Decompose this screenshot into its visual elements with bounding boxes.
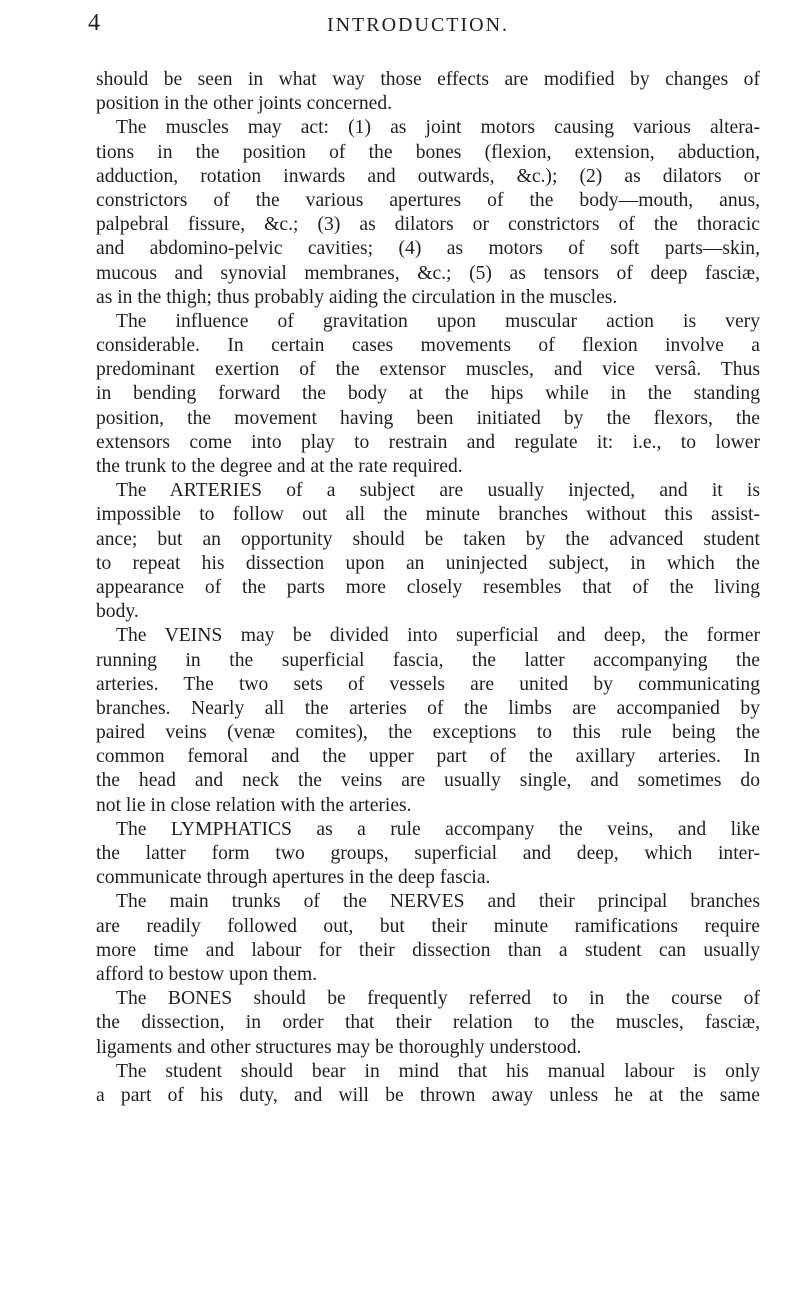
text-line: branches. Nearly all the arteries of the limbs are accompanied by: [96, 697, 760, 719]
text-line: constrictors of the various apertures of the body—mouth, anus,: [96, 189, 760, 211]
text-line: common femoral and the upper part of the axillary arteries. In: [96, 746, 760, 768]
text-line: The muscles may act: (1) as joint motors causing various altera-: [116, 117, 760, 139]
text-line: palpebral fissure, &c.; (3) as dilators or constrictors of the thoracic: [96, 214, 760, 236]
text-line: the head and neck the veins are usually single, and sometimes do: [96, 770, 760, 792]
text-line: tions in the position of the bones (flexion, extension, abduction,: [96, 141, 760, 163]
text-line: The VEINS may be divided into superficial and deep, the former: [116, 625, 760, 647]
text-line: The influence of gravitation upon muscular action is very: [116, 310, 760, 332]
text-line: position, the movement having been initiated by the flexors, the: [96, 407, 760, 429]
text-line: extensors come into play to restrain and regulate it: i.e., to lower: [96, 431, 760, 453]
text-line: more time and labour for their dissection than a student can usually: [96, 939, 760, 961]
text-line: adduction, rotation inwards and outwards, &c.); (2) as dilators or: [96, 165, 760, 187]
page-number: 4: [88, 10, 100, 36]
running-head: INTRODUCTION.: [326, 14, 510, 36]
text-line: predominant exertion of the extensor muscles, and vice versâ. Thus: [96, 359, 760, 381]
text-line: in bending forward the body at the hips while in the standing: [96, 383, 760, 405]
text-line: afford to bestow upon them.: [96, 963, 318, 985]
text-line: appearance of the parts more closely resembles that of the living: [96, 576, 760, 598]
text-line: ance; but an opportunity should be taken by the advanced student: [96, 528, 760, 550]
text-line: not lie in close relation with the arteries.: [96, 794, 412, 816]
text-line: The BONES should be frequently referred to in the course of: [116, 988, 760, 1010]
text-line: The main trunks of the NERVES and their principal branches: [116, 891, 760, 913]
text-line: running in the superficial fascia, the latter accompanying the: [96, 649, 760, 671]
text-line: The student should bear in mind that his manual labour is only: [116, 1060, 760, 1082]
text-line: mucous and synovial membranes, &c.; (5) as tensors of deep fasciæ,: [96, 262, 760, 284]
text-line: the dissection, in order that their relation to the muscles, fasciæ,: [96, 1012, 760, 1034]
text-line: a part of his duty, and will be thrown away unless he at the same: [96, 1084, 760, 1106]
text-line: the latter form two groups, superficial and deep, which inter-: [96, 843, 760, 864]
text-line: position in the other joints concerned.: [96, 93, 393, 115]
text-line: The ARTERIES of a subject are usually injected, and it is: [116, 480, 760, 502]
text-line: to repeat his dissection upon an uninjected subject, in which the: [96, 552, 760, 574]
text-line: considerable. In certain cases movements of flexion involve a: [96, 335, 760, 357]
text-line: and abdomino-pelvic cavities; (4) as motors of soft parts—skin,: [96, 238, 760, 260]
text-line: are readily followed out, but their minute ramifications require: [96, 915, 760, 937]
text-line: communicate through apertures in the deep fascia.: [96, 867, 491, 889]
text-line: ligaments and other structures may be thoroughly understood.: [96, 1036, 582, 1058]
text-line: paired veins (venæ comites), the exceptions to this rule being the: [96, 722, 760, 744]
text-line: arteries. The two sets of vessels are united by communicating: [96, 673, 760, 695]
text-line: should be seen in what way those effects are modified by changes of: [96, 69, 760, 90]
text-line: as in the thigh; thus probably aiding the circulation in the muscles.: [96, 286, 618, 308]
text-line: body.: [96, 601, 139, 623]
text-line: The LYMPHATICS as a rule accompany the veins, and like: [116, 818, 760, 840]
text-line: the trunk to the degree and at the rate required.: [96, 456, 463, 477]
page-header: [88, 10, 748, 40]
body-text: [96, 68, 760, 1108]
text-line: impossible to follow out all the minute branches without this assist-: [96, 504, 760, 526]
